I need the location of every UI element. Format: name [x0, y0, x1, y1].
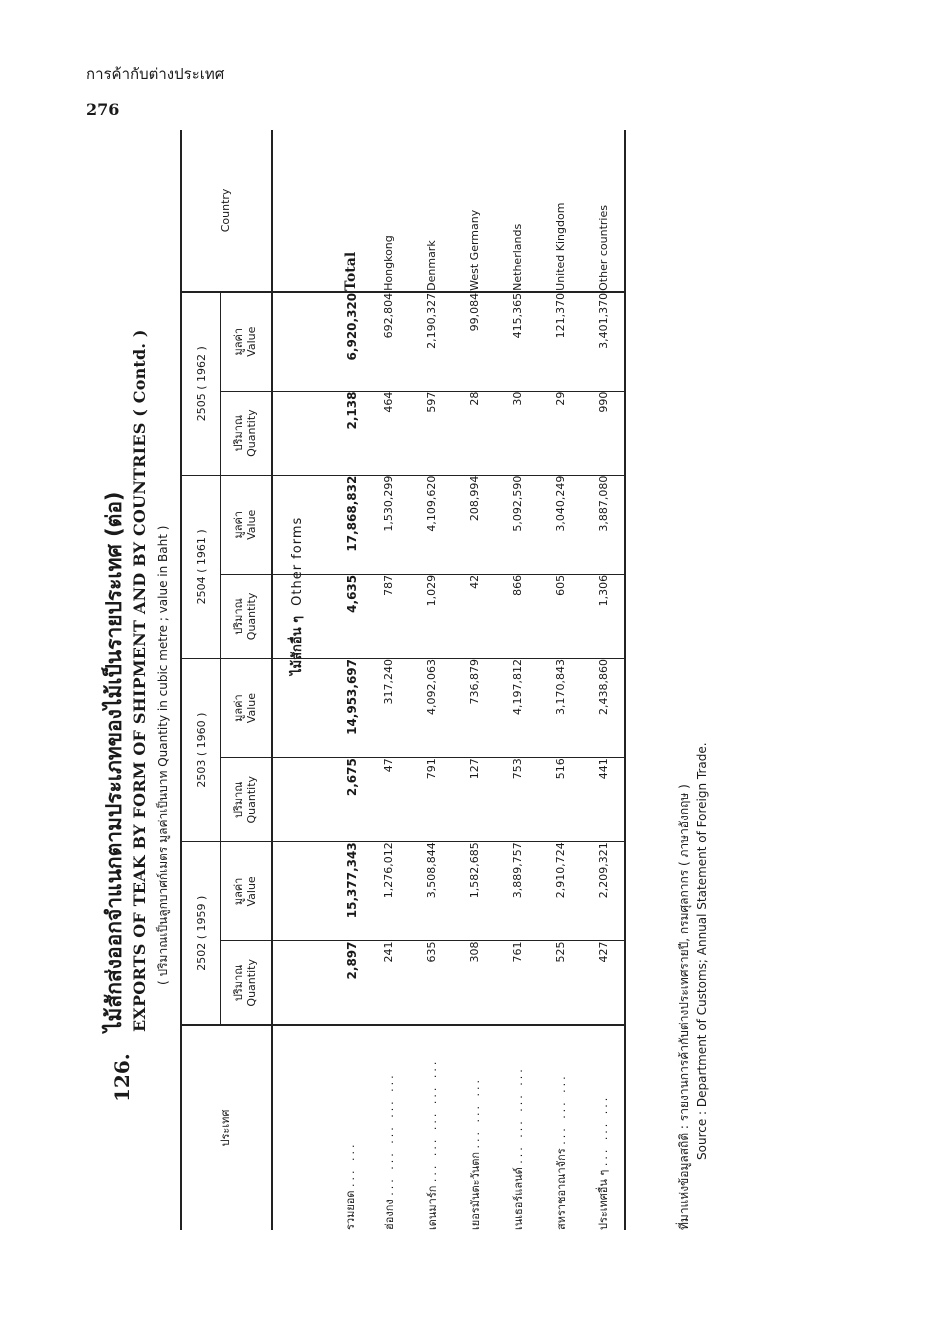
cell-value: 3,170,843 [539, 658, 582, 757]
page-number: 276 [86, 100, 120, 119]
row-english-label: Other countries [582, 130, 625, 292]
row-english-label: West Germany [453, 130, 496, 292]
cell-value: 692,804 [367, 292, 410, 391]
cell-quantity: 2,675 [272, 758, 367, 842]
country-english-header: Country [181, 130, 272, 292]
year-header-2504: 2504 ( 1961 ) [181, 475, 221, 658]
cell-value: 4,092,063 [410, 658, 453, 757]
cell-value: 3,401,370 [582, 292, 625, 391]
cell-quantity: 427 [582, 941, 625, 1025]
cell-value: 1,530,299 [367, 475, 410, 574]
value-header: มูลค่า Value [221, 475, 273, 574]
row-thai-label: ฮ่องกง ... ... ... ... ... [382, 1072, 396, 1230]
quantity-header: ปริมาณ Quantity [221, 941, 273, 1025]
cell-value: 1,276,012 [367, 842, 410, 941]
cell-quantity: 990 [582, 391, 625, 475]
cell-quantity: 525 [539, 941, 582, 1025]
table-row [453, 130, 496, 1230]
cell-quantity: 635 [410, 941, 453, 1025]
cell-value: 5,092,590 [496, 475, 539, 574]
quantity-header: ปริมาณ Quantity [221, 574, 273, 658]
row-thai-label: เดนมาร์ก ... ... ... ... ... [425, 1058, 439, 1230]
cell-quantity: 29 [539, 391, 582, 475]
cell-value: 4,197,812 [496, 658, 539, 757]
table-row [367, 130, 410, 1230]
cell-value: 3,508,844 [410, 842, 453, 941]
cell-quantity: 597 [410, 391, 453, 475]
section-heading-other-forms: ไม้สักอื่น ๆOther forms [290, 516, 305, 675]
year-header-2503: 2503 ( 1960 ) [181, 658, 221, 841]
cell-quantity: 1,029 [410, 574, 453, 658]
row-thai-label: รวมยอด ... ... [344, 1141, 357, 1230]
value-header: มูลค่า Value [221, 658, 273, 757]
row-english-label: Hongkong [367, 130, 410, 292]
cell-value: 6,920,320 [272, 292, 367, 391]
cell-value: 736,879 [453, 658, 496, 757]
cell-value: 317,240 [367, 658, 410, 757]
cell-value: 2,438,860 [582, 658, 625, 757]
cell-quantity: 753 [496, 758, 539, 842]
cell-quantity: 241 [367, 941, 410, 1025]
cell-quantity: 127 [453, 758, 496, 842]
cell-value: 208,994 [453, 475, 496, 574]
year-header-2502: 2502 ( 1959 ) [181, 842, 221, 1025]
cell-quantity: 441 [582, 758, 625, 842]
quantity-header: ปริมาณ Quantity [221, 391, 273, 475]
cell-quantity: 787 [367, 574, 410, 658]
cell-value: 3,889,757 [496, 842, 539, 941]
cell-quantity: 516 [539, 758, 582, 842]
cell-value: 415,365 [496, 292, 539, 391]
table-title-english: EXPORTS OF TEAK BY FORM OF SHIPMENT AND BY COUNTRIES ( Contd. ) [130, 329, 149, 1032]
source-note-english: Source : Department of Customs; Annual Statement of Foreign Trade. [695, 742, 709, 1160]
quantity-header: ปริมาณ Quantity [221, 758, 273, 842]
cell-quantity: 1,306 [582, 574, 625, 658]
table-row [582, 130, 625, 1230]
cell-value: 4,109,620 [410, 475, 453, 574]
cell-value: 2,209,321 [582, 842, 625, 941]
year-header-2505: 2505 ( 1962 ) [181, 292, 221, 475]
cell-value: 17,868,832 [272, 475, 367, 574]
cell-quantity: 761 [496, 941, 539, 1025]
cell-value: 2,190,327 [410, 292, 453, 391]
teak-exports-table [180, 130, 626, 1230]
cell-value: 15,377,343 [272, 842, 367, 941]
source-note-thai: ที่มาแห่งข้อมูลสถิติ : รายงานการค้ากับต่างประเทศรายปี, กรมศุลกากร ( ภาษาอังกฤษ ) [677, 784, 691, 1230]
row-thai-label: สหราชอาณาจักร ... ... ... [554, 1073, 568, 1230]
cell-quantity: 28 [453, 391, 496, 475]
table-subtitle-units: ( ปริมาณเป็นลูกบาศก์เมตร มูลค่าเป็นบาท Quantity in cubic metre ; value in Baht ) [156, 525, 170, 985]
row-thai-label: เนเธอร์แลนด์ ... ... ... ... [511, 1066, 525, 1230]
cell-quantity: 4,635 [272, 574, 367, 658]
cell-quantity: 605 [539, 574, 582, 658]
value-header: มูลค่า Value [221, 842, 273, 941]
row-thai-label: เยอรมันตะวันตก ... ... ... [468, 1076, 482, 1230]
cell-quantity: 47 [367, 758, 410, 842]
cell-value: 14,953,697 [272, 658, 367, 757]
cell-value: 99,084 [453, 292, 496, 391]
cell-value: 3,887,080 [582, 475, 625, 574]
cell-quantity: 30 [496, 391, 539, 475]
table-row [539, 130, 582, 1230]
cell-quantity: 866 [496, 574, 539, 658]
table-title-thai: ไม้สักส่งออกจำแนกตามประเภทของไม้เป็นรายประเทศ (ต่อ) [102, 491, 126, 1032]
cell-quantity: 308 [453, 941, 496, 1025]
cell-quantity: 464 [367, 391, 410, 475]
table-row [496, 130, 539, 1230]
table-row-total [272, 130, 367, 1230]
cell-value: 121,370 [539, 292, 582, 391]
cell-quantity: 42 [453, 574, 496, 658]
row-english-label: Total [272, 130, 367, 292]
cell-value: 1,582,685 [453, 842, 496, 941]
cell-value: 3,040,249 [539, 475, 582, 574]
row-english-label: Netherlands [496, 130, 539, 292]
page-header: การค้ากับต่างประเทศ [86, 65, 225, 83]
country-thai-header: ประเทศ [181, 1025, 272, 1230]
row-english-label: United Kingdom [539, 130, 582, 292]
table-row [410, 130, 453, 1230]
value-header: มูลค่า Value [221, 292, 273, 391]
row-english-label: Denmark [410, 130, 453, 292]
row-thai-label: ประเทศอื่น ๆ ... ... ... [597, 1094, 610, 1230]
rotated-table-block [80, 125, 709, 1250]
cell-quantity: 2,138 [272, 391, 367, 475]
table-number: 126. [110, 1053, 134, 1102]
cell-quantity: 791 [410, 758, 453, 842]
cell-quantity: 2,897 [272, 941, 367, 1025]
cell-value: 2,910,724 [539, 842, 582, 941]
